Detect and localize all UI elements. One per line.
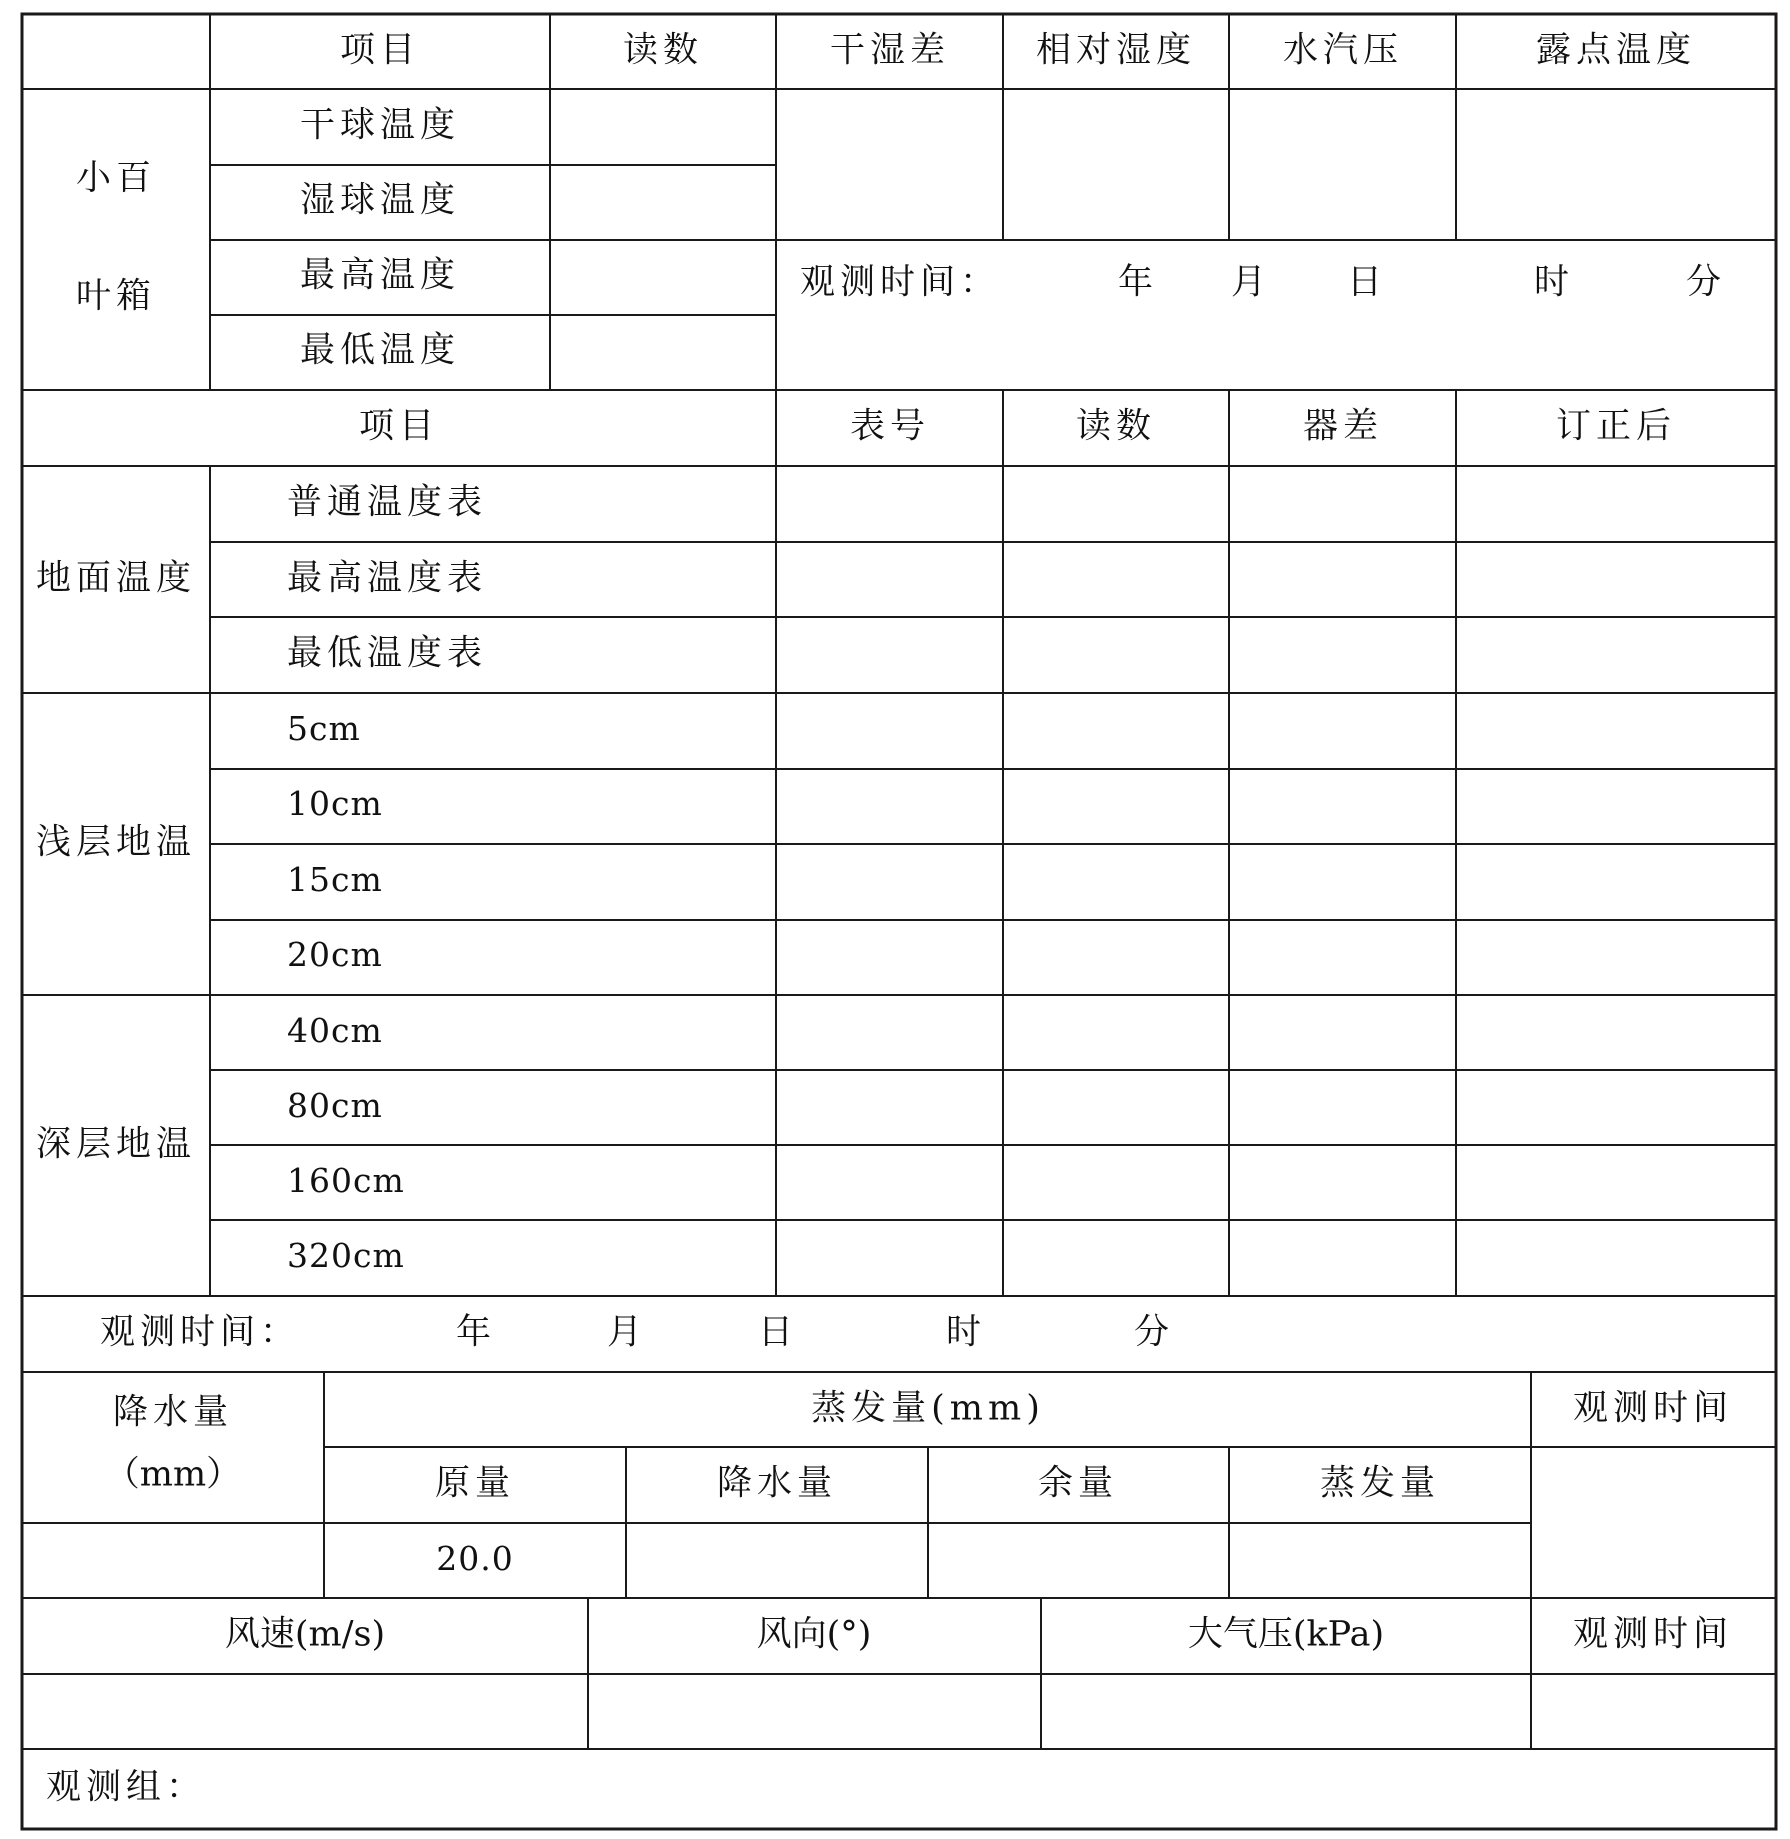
item-depth-15cm: 15cm — [287, 860, 383, 899]
soil-obs-time — [100, 1313, 1169, 1353]
item-ordinary-thermometer: 普通温度表 — [287, 482, 488, 523]
evap-sub-precip: 降水量 — [716, 1463, 838, 1504]
soil-items — [287, 483, 487, 1276]
soil-header-instrument-error: 器差 — [1302, 406, 1384, 447]
header-dew-point: 露点温度 — [1535, 30, 1697, 71]
item-depth-5cm: 5cm — [287, 709, 361, 748]
header-wind-speed: 风速(m/s) — [224, 1614, 386, 1655]
obs-time-minute: 分 — [1686, 262, 1722, 303]
item-max-temp: 最高温度 — [299, 255, 461, 296]
soil-obs-time-day: 日 — [758, 1312, 794, 1353]
item-depth-160cm: 160cm — [287, 1161, 405, 1200]
item-min-temp: 最低温度 — [299, 330, 461, 371]
item-wet-bulb: 湿球温度 — [299, 180, 461, 221]
header-vapor-pressure: 水汽压 — [1282, 30, 1404, 71]
evap-sub-evaporation: 蒸发量 — [1319, 1463, 1441, 1504]
wind-obs-time-header: 观测时间 — [1572, 1614, 1734, 1655]
soil-obs-time-hour: 时 — [946, 1312, 982, 1353]
soil-header-item: 项目 — [358, 406, 440, 447]
obs-time-hour: 时 — [1534, 262, 1570, 303]
header-relative-humidity: 相对湿度 — [1035, 30, 1197, 71]
obs-time-day: 日 — [1347, 262, 1383, 303]
evap-header: 蒸发量(mm) — [811, 1388, 1045, 1429]
observation-group-label: 观测组： — [46, 1767, 207, 1808]
evap-sub-remaining: 余量 — [1037, 1463, 1119, 1504]
top-obs-time — [800, 263, 1721, 303]
soil-groups — [36, 559, 196, 1165]
header-wind-direction: 风向(°) — [756, 1614, 872, 1655]
soil-header-corrected: 订正后 — [1555, 406, 1677, 447]
item-dry-bulb: 干球温度 — [299, 105, 461, 146]
wind-section — [225, 1615, 1733, 1655]
screen-label-line1: 小百 — [75, 158, 157, 199]
item-min-thermometer: 最低温度表 — [287, 633, 488, 674]
precip-label-line1: 降水量 — [112, 1392, 234, 1433]
group-deep-temp: 深层地温 — [35, 1124, 197, 1165]
original-amount-value: 20.0 — [436, 1539, 514, 1578]
top-header-row — [340, 31, 1696, 71]
precip-section — [105, 1389, 1733, 1579]
item-depth-80cm: 80cm — [287, 1086, 383, 1125]
soil-header-row — [359, 407, 1676, 447]
group-shallow-temp: 浅层地温 — [35, 822, 197, 863]
obs-time-year: 年 — [1118, 262, 1154, 303]
item-depth-10cm: 10cm — [287, 784, 383, 823]
soil-header-reading: 读数 — [1075, 406, 1157, 447]
evap-sub-original: 原量 — [434, 1463, 516, 1504]
header-reading: 读数 — [622, 30, 704, 71]
item-depth-320cm: 320cm — [287, 1236, 405, 1275]
soil-obs-time-month: 月 — [607, 1312, 643, 1353]
soil-obs-time-label: 观测时间： — [100, 1312, 301, 1353]
soil-header-meter-no: 表号 — [849, 406, 931, 447]
header-item: 项目 — [339, 30, 421, 71]
group-surface-temp: 地面温度 — [35, 558, 197, 599]
screen-label-line2: 叶箱 — [75, 276, 157, 317]
item-depth-20cm: 20cm — [287, 935, 383, 974]
screen-label — [76, 159, 156, 317]
soil-obs-time-year: 年 — [456, 1312, 492, 1353]
header-air-pressure: 大气压(kPa) — [1187, 1614, 1385, 1655]
soil-obs-time-minute: 分 — [1134, 1312, 1170, 1353]
item-max-thermometer: 最高温度表 — [287, 558, 488, 599]
item-depth-40cm: 40cm — [287, 1011, 383, 1050]
obs-time-label: 观测时间： — [800, 262, 1001, 303]
precip-obs-time-header: 观测时间 — [1572, 1388, 1734, 1429]
obs-time-month: 月 — [1231, 262, 1267, 303]
precip-label-line2: （mm） — [104, 1454, 242, 1495]
screen-items — [300, 106, 460, 371]
header-dry-wet-diff: 干湿差 — [829, 30, 951, 71]
